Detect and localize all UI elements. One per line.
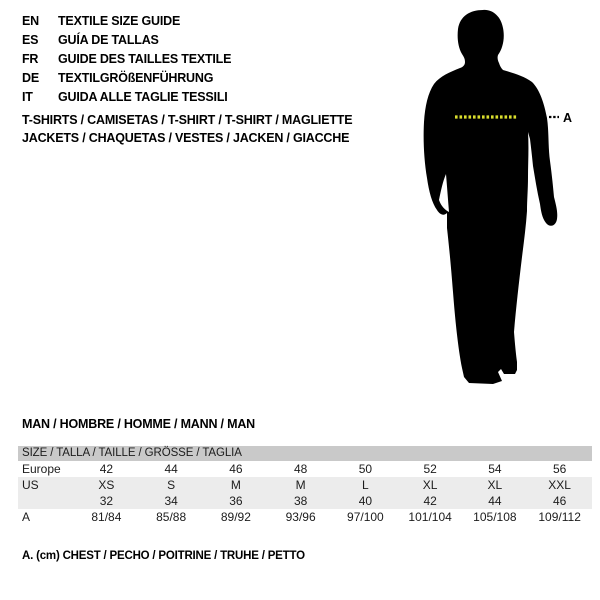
language-code: EN — [22, 14, 39, 28]
language-label: TEXTILGRÖßENFÜHRUNG — [58, 71, 214, 85]
measure-label-a: A — [563, 111, 573, 125]
size-cell: XXL — [548, 478, 571, 492]
section-title-man: MAN / HOMBRE / HOMME / MANN / MAN — [22, 417, 255, 431]
row-label: US — [22, 478, 39, 492]
category-line-jackets: JACKETS / CHAQUETAS / VESTES / JACKEN / GIACCHE — [22, 131, 350, 145]
language-code: DE — [22, 71, 39, 85]
size-cell: 93/96 — [285, 510, 316, 524]
size-cell: 32 — [99, 494, 114, 508]
size-cell: 97/100 — [347, 510, 384, 524]
row-label — [18, 493, 74, 509]
language-code: ES — [22, 33, 39, 47]
table-row-us — [18, 477, 592, 493]
size-cell: 89/92 — [220, 510, 251, 524]
size-cell: 42 — [99, 462, 114, 476]
language-label: GUÍA DE TALLAS — [58, 33, 159, 47]
language-label: GUIDA ALLE TAGLIE TESSILI — [58, 90, 228, 104]
language-row-es — [22, 31, 231, 50]
size-cell: 38 — [293, 494, 308, 508]
language-row-de — [22, 69, 231, 88]
size-cell: 85/88 — [156, 510, 187, 524]
size-cell: 56 — [552, 462, 567, 476]
language-row-fr — [22, 50, 231, 69]
size-cell: 36 — [229, 494, 243, 508]
size-cell: 46 — [552, 494, 567, 508]
size-cell: 48 — [293, 462, 308, 476]
measurement-footnote: A. (cm) CHEST / PECHO / POITRINE / TRUHE / PETTO — [22, 550, 305, 562]
size-cell: L — [362, 478, 369, 492]
language-code: IT — [22, 90, 33, 104]
size-cell: 44 — [488, 494, 502, 508]
size-table — [18, 446, 592, 526]
size-cell: 46 — [229, 462, 243, 476]
size-table-header: SIZE / TALLA / TAILLE / GRÖSSE / TAGLIA — [18, 446, 592, 461]
language-code: FR — [22, 52, 39, 66]
table-row-chest-a — [18, 509, 592, 526]
table-row-numeric — [18, 493, 592, 509]
size-cell: M — [295, 478, 306, 492]
size-cell: 101/104 — [408, 510, 452, 524]
size-cell: 44 — [164, 462, 178, 476]
size-cell: 52 — [423, 462, 437, 476]
size-cell: 34 — [164, 494, 178, 508]
size-cell: 109/112 — [538, 510, 581, 524]
size-cell: XL — [487, 478, 503, 492]
size-cell: XL — [422, 478, 438, 492]
language-label: GUIDE DES TAILLES TEXTILE — [58, 52, 232, 66]
size-cell: XS — [98, 478, 115, 492]
language-row-en — [22, 12, 231, 31]
language-list — [22, 12, 231, 107]
size-cell: 81/84 — [91, 510, 122, 524]
size-cell: S — [167, 478, 176, 492]
row-label: A — [22, 510, 31, 524]
category-line-tshirts: T-SHIRTS / CAMISETAS / T-SHIRT / T-SHIRT / MAGLIETTE — [22, 113, 353, 127]
size-cell: 40 — [358, 494, 373, 508]
size-cell: 105/108 — [473, 510, 517, 524]
size-cell: 50 — [358, 462, 373, 476]
man-silhouette-figure — [395, 0, 600, 410]
row-label: Europe — [22, 462, 61, 476]
garment-categories — [22, 111, 352, 147]
size-cell: 42 — [423, 494, 437, 508]
language-label: TEXTILE SIZE GUIDE — [58, 14, 181, 28]
table-row-europe — [18, 461, 592, 477]
language-row-it — [22, 88, 231, 107]
size-cell: 54 — [488, 462, 502, 476]
size-cell: M — [230, 478, 241, 492]
